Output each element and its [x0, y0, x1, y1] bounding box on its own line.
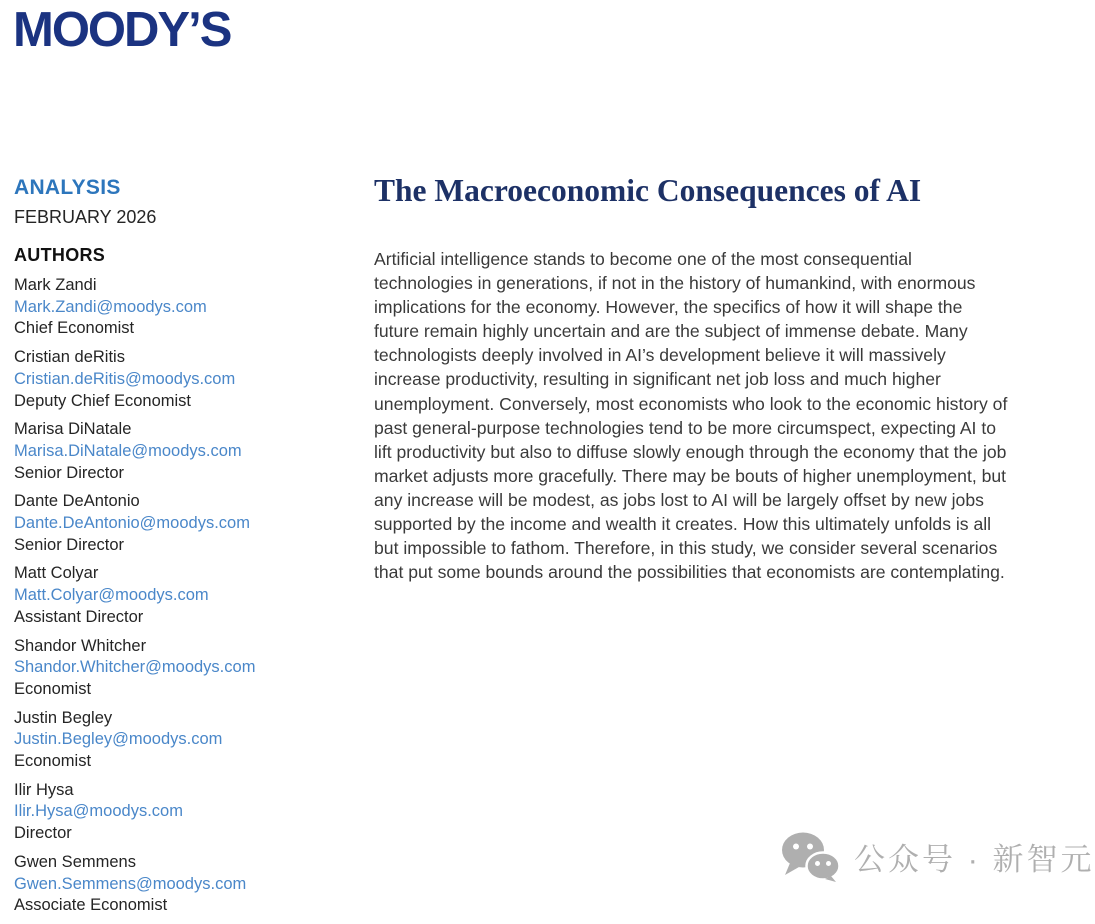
- author-entry: [14, 852, 362, 917]
- author-email-link[interactable]: Ilir.Hysa@moodys.com: [14, 802, 183, 821]
- author-title: Economist: [14, 679, 92, 698]
- author-email-link[interactable]: Shandor.Whitcher@moodys.com: [14, 658, 256, 677]
- author-email-link[interactable]: Gwen.Semmens@moodys.com: [14, 874, 247, 893]
- author-title: Senior Director: [14, 535, 125, 554]
- author-name: Justin Begley: [14, 708, 113, 727]
- author-name: Gwen Semmens: [14, 852, 136, 871]
- author-entry: [14, 563, 362, 628]
- author-entry: [14, 491, 362, 556]
- author-title: Director: [14, 824, 72, 843]
- article-body: Artificial intelligence stands to become one of the most consequential technologies in generations, if not in the history of humankind, with enormous implications for the economy. However, the specifics of how it will shape the future remain highly uncertain and are the subject of immense debate. Many technologists deeply involved in AI’s development believe it will massively increase productivity, resulting in significant net job loss and much higher unemployment. Conversely, most economists who look to the economic history of past general-purpose technologies tend to be more circumspect, expecting AI to lift productivity but also to diffuse slowly enough through the economy that the job market adjusts more gracefully. There may be bouts of higher unemployment, but any increase will be modest, as jobs lost to AI will be largely offset by new jobs supported by the income and wealth it creates. How this ultimately unfolds is all but impossible to fathom. Therefore, in this study, we consider several scenarios that put some bounds around the possibilities that economists are contemplating.: [374, 249, 1008, 583]
- author-entry: [14, 780, 362, 845]
- author-email-link[interactable]: Marisa.DiNatale@moodys.com: [14, 441, 242, 460]
- author-email-link[interactable]: Dante.DeAntonio@moodys.com: [14, 514, 250, 533]
- author-email-link[interactable]: Matt.Colyar@moodys.com: [14, 586, 209, 605]
- author-name: Matt Colyar: [14, 564, 99, 583]
- author-name: Ilir Hysa: [14, 780, 74, 799]
- author-title: Economist: [14, 752, 92, 771]
- watermark: [780, 830, 1095, 882]
- author-email-link[interactable]: Cristian.deRitis@moodys.com: [14, 369, 236, 388]
- author-entry: [14, 636, 362, 701]
- author-name: Mark Zandi: [14, 276, 97, 294]
- author-title: Associate Economist: [14, 896, 168, 915]
- author-email-link[interactable]: Justin.Begley@moodys.com: [14, 730, 223, 749]
- analysis-kicker: ANALYSIS: [14, 176, 121, 199]
- author-title: Chief Economist: [14, 319, 135, 338]
- authors-heading: AUTHORS: [14, 245, 106, 265]
- publication-date: FEBRUARY 2026: [14, 207, 157, 227]
- authors-list: [14, 275, 362, 917]
- author-name: Cristian deRitis: [14, 348, 125, 367]
- author-entry: [14, 708, 362, 773]
- author-entry: [14, 275, 362, 340]
- author-name: Marisa DiNatale: [14, 420, 132, 439]
- watermark-text: 公众号 · 新智元: [854, 841, 1095, 877]
- author-title: Senior Director: [14, 463, 125, 482]
- wechat-icon: [780, 830, 840, 882]
- author-name: Shandor Whitcher: [14, 636, 147, 655]
- author-title: Assistant Director: [14, 607, 144, 626]
- article-title: The Macroeconomic Consequences of AI: [374, 173, 922, 208]
- author-email-link[interactable]: Mark.Zandi@moodys.com: [14, 297, 207, 316]
- article-main: [374, 172, 1010, 584]
- author-entry: [14, 419, 362, 484]
- author-title: Deputy Chief Economist: [14, 391, 191, 410]
- author-name: Dante DeAntonio: [14, 492, 140, 511]
- moodys-logo: MOODY’S: [13, 3, 231, 57]
- author-entry: [14, 347, 362, 412]
- sidebar: [14, 176, 362, 924]
